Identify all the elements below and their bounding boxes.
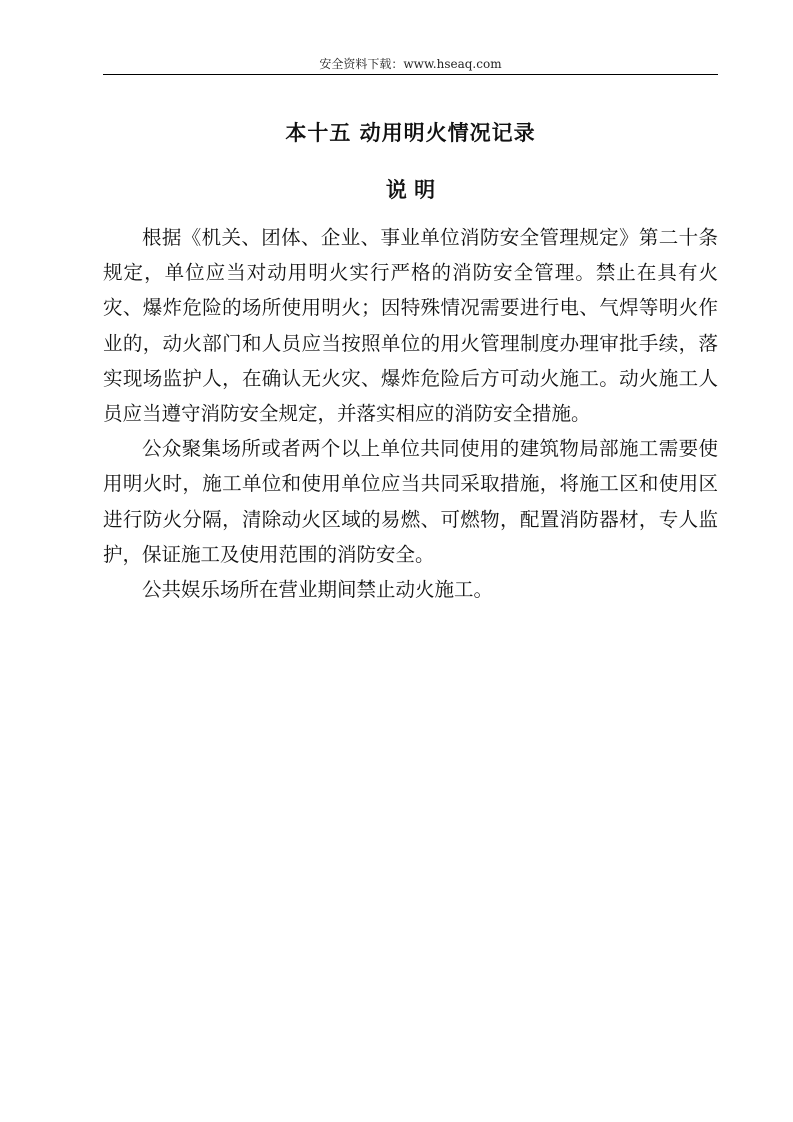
paragraph-regulation: 根据《机关、团体、企业、事业单位消防安全管理规定》第二十条规定，单位应当对动用明火实行严格的消防安全管理。禁止在具有火灾、爆炸危险的场所使用明火；因特殊情况需要进行电、气焊等明火作业的，动火部门和人员应当按照单位的用火管理制度办理审批手续，落实现场监护人，在确认无火灾、爆炸危险后方可动火施工。动火施工人员应当遵守消防安全规定，并落实相应的消防安全措施。 bbox=[103, 226, 718, 426]
section-heading: 说 明 bbox=[385, 177, 436, 202]
page-header: 安全资料下载：www.hseaq.com bbox=[319, 57, 502, 71]
document-body bbox=[103, 220, 718, 607]
paragraph-public-venues: 公众聚集场所或者两个以上单位共同使用的建筑物局部施工需要使用明火时，施工单位和使用单位应当共同采取措施，将施工区和使用区进行防火分隔，清除动火区域的易燃、可燃物，配置消防器材，专人监护，保证施工及使用范围的消防安全。 bbox=[103, 437, 718, 566]
paragraph-entertainment: 公共娱乐场所在营业期间禁止动火施工。 bbox=[142, 578, 494, 602]
header-divider bbox=[103, 74, 718, 75]
page-title: 本十五 动用明火情况记录 bbox=[285, 120, 536, 145]
